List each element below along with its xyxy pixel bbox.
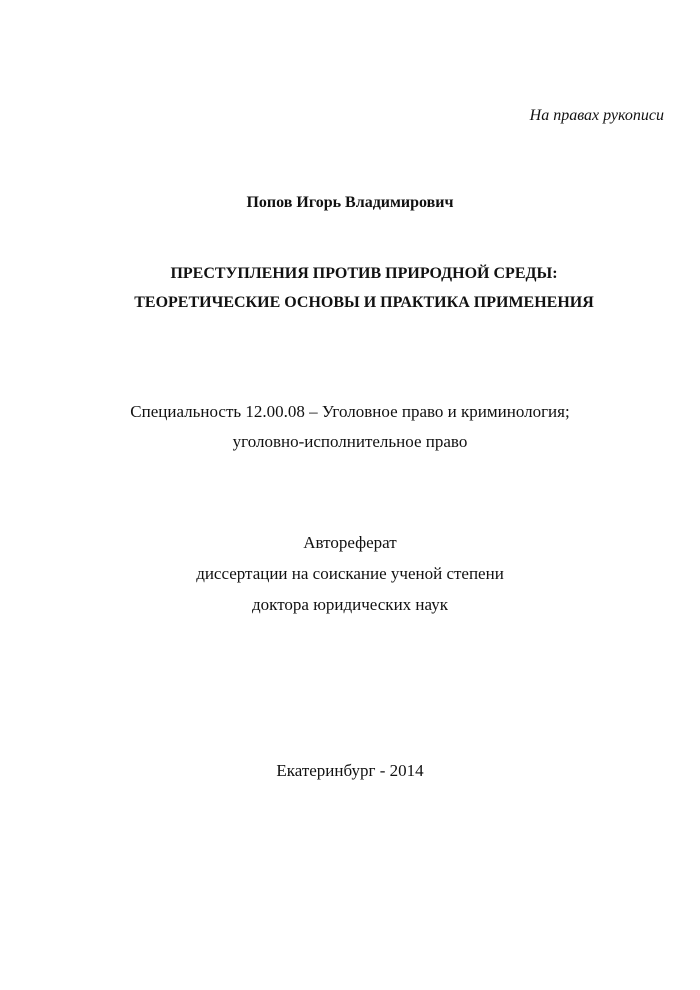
degree-description-line-2: доктора юридических наук (252, 595, 448, 614)
city-and-year: Екатеринбург - 2014 (276, 761, 424, 780)
specialty-line-2: уголовно-исполнительное право (232, 432, 468, 451)
dissertation-title-line-1: ПРЕСТУПЛЕНИЯ ПРОТИВ ПРИРОДНОЙ СРЕДЫ: (170, 265, 558, 282)
author-name: Попов Игорь Владимирович (246, 194, 454, 211)
dissertation-title-line-2: ТЕОРЕТИЧЕСКИЕ ОСНОВЫ И ПРАКТИКА ПРИМЕНЕНИЯ (134, 294, 594, 311)
degree-description-line-1: диссертации на соискание ученой степени (196, 564, 504, 583)
abstract-label: Автореферат (303, 533, 397, 552)
specialty-line-1: Специальность 12.00.08 – Уголовное право и криминология; (130, 402, 570, 421)
manuscript-rights-note: На правах рукописи (529, 107, 664, 124)
